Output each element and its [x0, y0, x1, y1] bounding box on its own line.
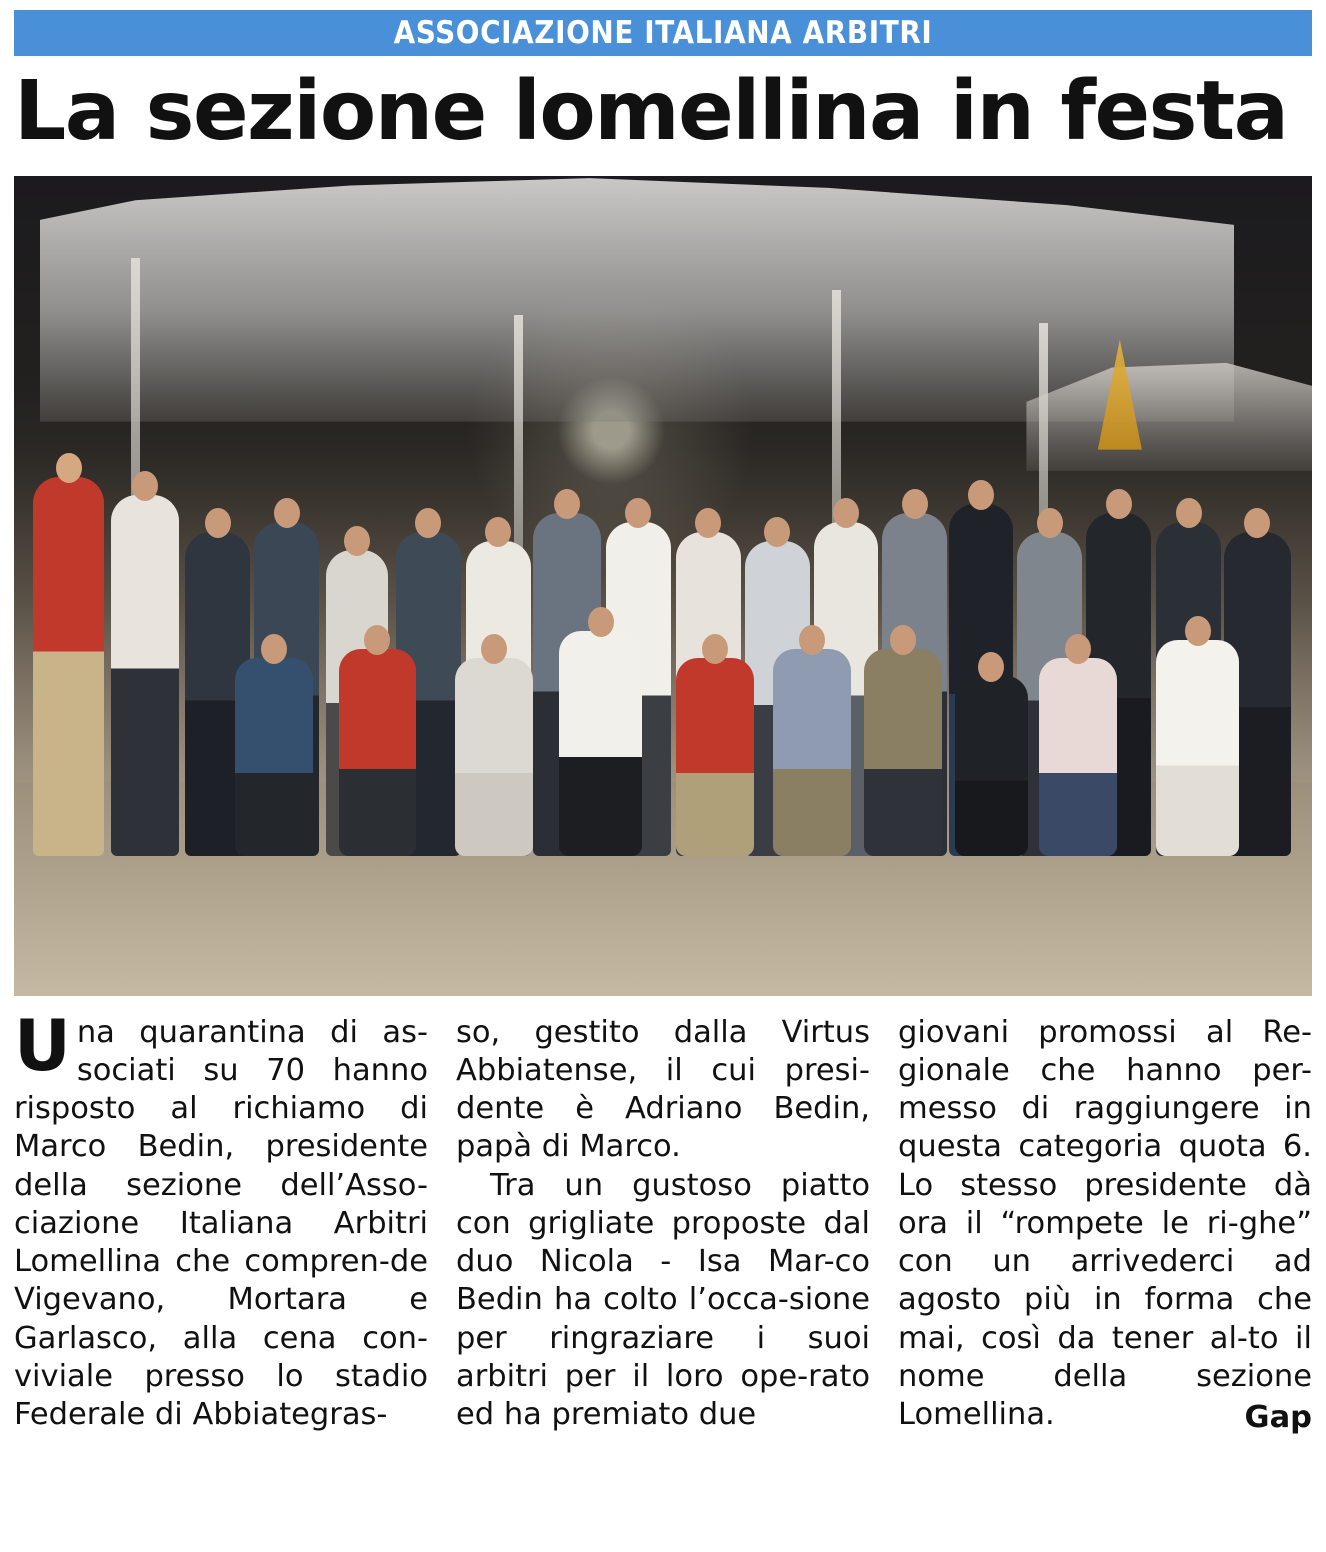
person-front-row: [455, 658, 533, 856]
article-body: [14, 1004, 1312, 1437]
article-column-2: [456, 1014, 870, 1437]
article-paragraph: giovani promossi al Re-gionale che hanno per-messo di raggiungere in questa categoria quota 6. Lo stesso presidente dà ora il “rompete le ri-ghe” con un arrivederci ad agosto più in forma che mai, così da tener al-to il nome della sezione Lomellina.: [898, 1014, 1312, 1433]
head: [261, 634, 287, 664]
person-front-row: [559, 631, 642, 857]
head: [833, 498, 859, 528]
person-front-row: [1039, 658, 1117, 856]
head: [344, 526, 370, 556]
paragraph-text: na quarantina di as-sociati su 70 hanno risposto al richiamo di Marco Bedin, presidente della sezione dell’Asso-ciazione Italiana Arbitri Lomellina che compren-de Vigevano, Mortara e Garlasco, alla cena con-viviale presso lo stadio Federale di Abbiategras-: [14, 1014, 428, 1433]
head: [890, 625, 916, 655]
head: [274, 498, 300, 528]
page-title: La sezione lomellina in festa: [14, 64, 1288, 159]
head: [902, 489, 928, 519]
head: [799, 625, 825, 655]
section-kicker-bar: [14, 10, 1312, 56]
tent-canopy: [40, 176, 1234, 422]
head: [1244, 508, 1270, 538]
article-photo: [14, 176, 1312, 996]
head: [132, 471, 158, 501]
article-column-1: [14, 1004, 428, 1437]
head: [1065, 634, 1091, 664]
head: [625, 498, 651, 528]
person-front-row: [864, 649, 942, 856]
head: [764, 517, 790, 547]
person-front-row: [1156, 640, 1239, 856]
person: [111, 495, 178, 856]
article-column-3: [898, 1014, 1312, 1437]
group-of-people: [14, 405, 1312, 856]
head: [1106, 489, 1132, 519]
head: [56, 453, 82, 483]
drop-cap: U: [14, 1004, 71, 1087]
article-paragraph: Tra un gustoso piatto con grigliate proposte dal duo Nicola - Isa Mar-co Bedin ha colto l’occa-sione per ringraziare i suoi arbitri per il loro ope-rato ed ha premiato due: [456, 1167, 870, 1433]
head: [1037, 508, 1063, 538]
head: [1185, 616, 1211, 646]
person-front-row: [955, 676, 1028, 856]
newspaper-page: [0, 10, 1326, 1552]
section-kicker-label: ASSOCIAZIONE ITALIANA ARBITRI: [393, 15, 933, 51]
photo-background: [14, 176, 1312, 996]
person-front-row: [773, 649, 851, 856]
head: [695, 508, 721, 538]
person: [33, 477, 103, 856]
head: [978, 652, 1004, 682]
head: [588, 607, 614, 637]
head: [415, 508, 441, 538]
byline: Gap: [1244, 1399, 1312, 1435]
head: [481, 634, 507, 664]
head: [968, 480, 994, 510]
head: [364, 625, 390, 655]
head: [702, 634, 728, 664]
head: [485, 517, 511, 547]
article-paragraph: so, gestito dalla Virtus Abbiatense, il cui presi-dente è Adriano Bedin, papà di Marco.: [456, 1014, 870, 1165]
head: [1176, 498, 1202, 528]
person-front-row: [235, 658, 313, 856]
head: [205, 508, 231, 538]
head: [554, 489, 580, 519]
person-front-row: [676, 658, 754, 856]
person-front-row: [339, 649, 417, 856]
article-paragraph: [14, 1004, 428, 1435]
